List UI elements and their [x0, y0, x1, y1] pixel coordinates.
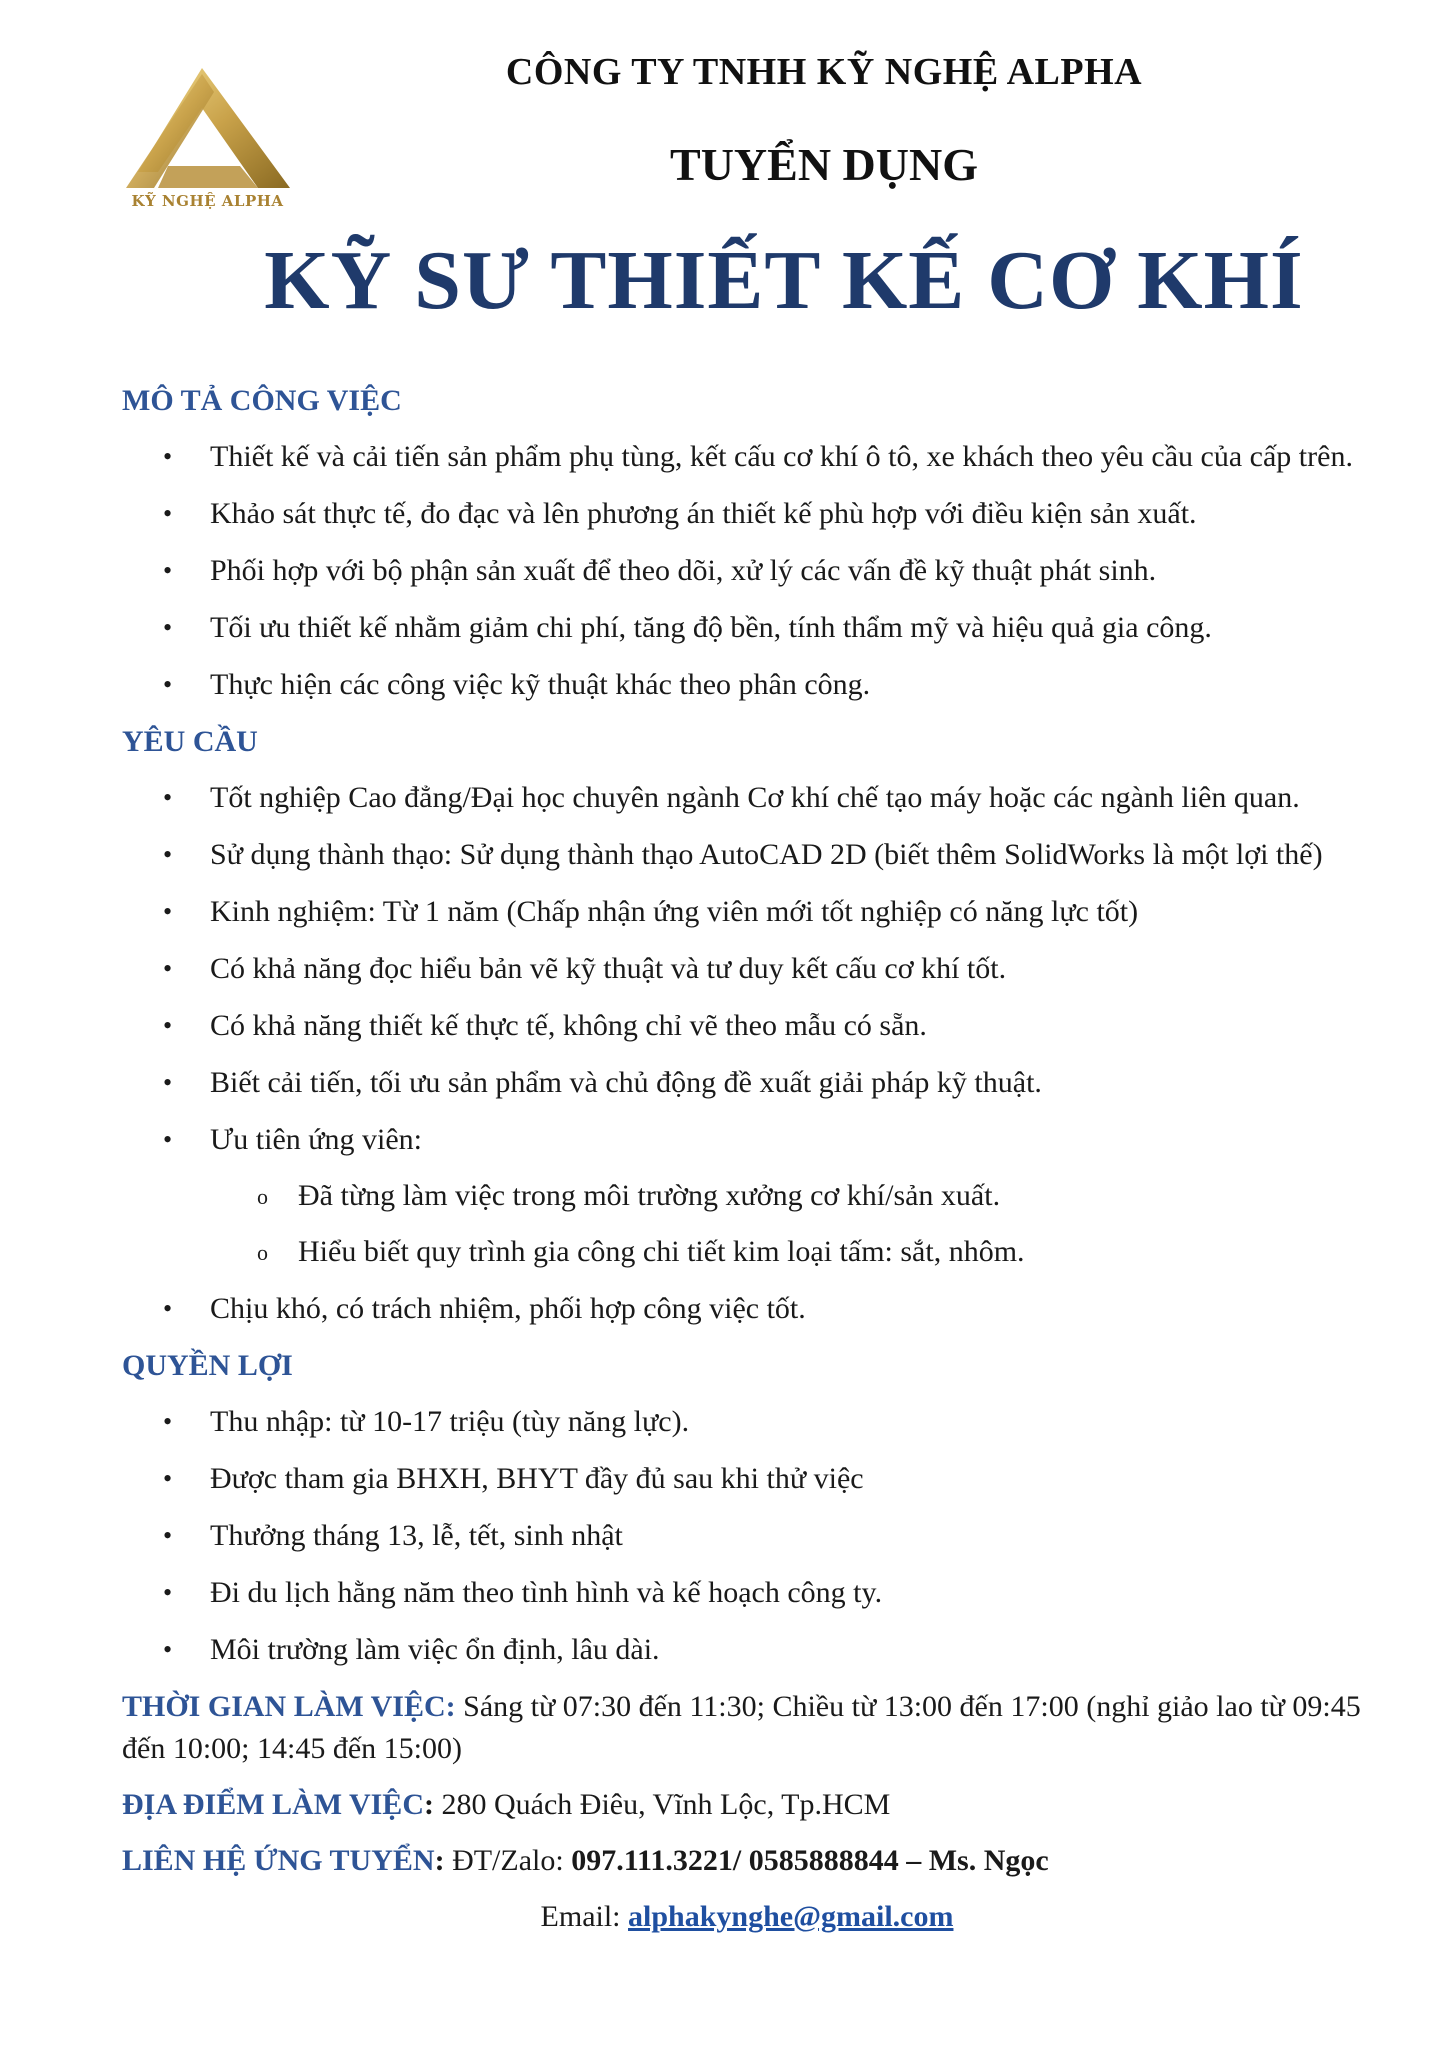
list-item: • Có khả năng đọc hiểu bản vẽ kỹ thuật và tư duy kết cấu cơ khí tốt. — [122, 948, 1372, 990]
email-line — [122, 1896, 1372, 1938]
document-body — [122, 380, 1372, 1938]
benefits-list — [122, 1401, 1372, 1671]
location-label: ĐỊA ĐIỂM LÀM VIỆC — [122, 1788, 424, 1821]
list-item: • Tốt nghiệp Cao đẳng/Đại học chuyên ngành Cơ khí chế tạo máy hoặc các ngành liên quan. — [122, 777, 1372, 819]
sub-list-item: o Hiểu biết quy trình gia công chi tiết kim loại tấm: sắt, nhôm. — [210, 1231, 1372, 1273]
working-time-value: Sáng từ 07:30 đến 11:30; Chiều từ 13:00 đến 17:00 (nghỉ giảo lao từ 09:45 đến 10:00; 14:45 đến 15:00) — [122, 1690, 1361, 1765]
priority-label: Ưu tiên ứng viên: — [210, 1123, 423, 1156]
contact-line — [122, 1840, 1372, 1882]
list-item-priority — [122, 1119, 1372, 1273]
list-item: • Được tham gia BHXH, BHYT đầy đủ sau khi thử việc — [122, 1458, 1372, 1500]
work-location — [122, 1784, 1372, 1826]
list-item: • Kinh nghiệm: Từ 1 năm (Chấp nhận ứng viên mới tốt nghiệp có năng lực tốt) — [122, 891, 1372, 933]
benefits-heading: QUYỀN LỢI — [122, 1349, 293, 1382]
description-list — [122, 436, 1372, 706]
location-colon: : — [423, 1788, 434, 1821]
list-item: • Có khả năng thiết kế thực tế, không chỉ vẽ theo mẫu có sẵn. — [122, 1005, 1372, 1047]
list-item: • Thiết kế và cải tiến sản phẩm phụ tùng, kết cấu cơ khí ô tô, xe khách theo yêu cầu của cấp trên. — [122, 436, 1372, 478]
contact-colon: : — [434, 1844, 445, 1877]
requirements-heading: YÊU CẦU — [122, 725, 258, 758]
list-item: • Thưởng tháng 13, lễ, tết, sinh nhật — [122, 1515, 1372, 1557]
working-time-label: THỜI GIAN LÀM VIỆC: — [122, 1690, 456, 1723]
company-name: CÔNG TY TNHH KỸ NGHỆ ALPHA — [505, 51, 1143, 93]
description-heading: MÔ TẢ CÔNG VIỆC — [122, 384, 402, 417]
logo-text: KỸ NGHỆ ALPHA — [131, 192, 284, 210]
job-title: KỸ SƯ THIẾT KẾ CƠ KHÍ — [264, 234, 1304, 327]
email-link[interactable]: alphakynghe@gmail.com — [628, 1900, 954, 1933]
recruit-heading: TUYỂN DỤNG — [670, 139, 978, 190]
contact-person: Ms. Ngọc — [928, 1844, 1049, 1877]
location-value: 280 Quách Điêu, Vĩnh Lộc, Tp.HCM — [433, 1788, 891, 1821]
sub-list-item: o Đã từng làm việc trong môi trường xưởng cơ khí/sản xuất. — [210, 1175, 1372, 1217]
list-item: • Chịu khó, có trách nhiệm, phối hợp công việc tốt. — [122, 1288, 1372, 1330]
list-item: • Thực hiện các công việc kỹ thuật khác theo phân công. — [122, 664, 1372, 706]
working-time — [122, 1686, 1372, 1770]
list-item: • Môi trường làm việc ổn định, lâu dài. — [122, 1629, 1372, 1671]
list-item: • Thu nhập: từ 10-17 triệu (tùy năng lực). — [122, 1401, 1372, 1443]
contact-prefix: ĐT/Zalo: — [444, 1844, 572, 1877]
contact-label: LIÊN HỆ ỨNG TUYỂN — [122, 1844, 435, 1877]
list-item: • Phối hợp với bộ phận sản xuất để theo dõi, xử lý các vấn đề kỹ thuật phát sinh. — [122, 550, 1372, 592]
priority-sublist — [210, 1175, 1372, 1273]
requirements-list — [122, 777, 1372, 1330]
list-item: • Tối ưu thiết kế nhằm giảm chi phí, tăng độ bền, tính thẩm mỹ và hiệu quả gia công. — [122, 607, 1372, 649]
list-item: • Sử dụng thành thạo: Sử dụng thành thạo AutoCAD 2D (biết thêm SolidWorks là một lợi thế) — [122, 834, 1372, 876]
email-label: Email: — [540, 1900, 629, 1933]
contact-phones: 097.111.3221/ 0585888844 — [571, 1844, 899, 1877]
contact-dash: – — [898, 1844, 929, 1877]
list-item: • Biết cải tiến, tối ưu sản phẩm và chủ động đề xuất giải pháp kỹ thuật. — [122, 1062, 1372, 1104]
list-item: • Đi du lịch hằng năm theo tình hình và kế hoạch công ty. — [122, 1572, 1372, 1614]
list-item: • Khảo sát thực tế, đo đạc và lên phương án thiết kế phù hợp với điều kiện sản xuất. — [122, 493, 1372, 535]
